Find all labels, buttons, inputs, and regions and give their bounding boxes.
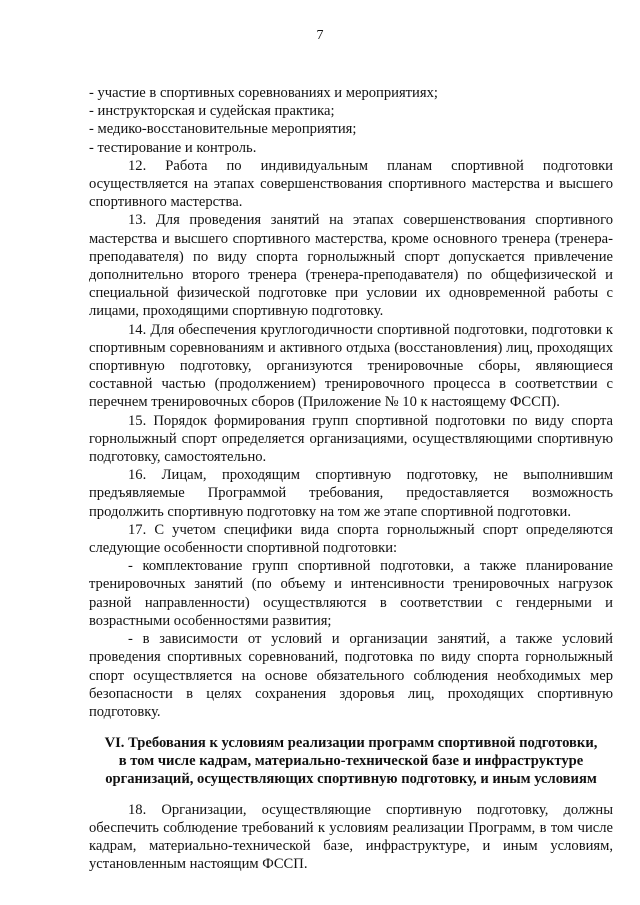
paragraph-16: 16. Лицам, проходящим спортивную подготовку, не выполнившим предъявляемые Программой требования, предоставляется возможность продолжить спортивную подготовку на том же этапе спортивной подготовки. [89, 467, 613, 520]
paragraph-17-item-b: - в зависимости от условий и организации занятий, а также условий проведения спортивных соревнований, подготовка по виду спорта горнолыжный спорт осуществляется на основе обязательного соблюдения необходимых мер безопасности в целях сохранения здоровья лиц, проходящих спортивную подготовку. [89, 631, 613, 720]
paragraph-14: 14. Для обеспечения круглогодичности спортивной подготовки, подготовки к спортивным соревнованиям и активного отдыха (восстановления) лиц, проходящих спортивную подготовку, организуются тренировочные сборы, являющиеся составной частью (продолжением) тренировочного процесса в соответствии с перечнем тренировочных сборов (Приложение № 10 к настоящему ФССП). [89, 321, 613, 411]
paragraph-13: 13. Для проведения занятий на этапах совершенствования спортивного мастерства и высшего спортивного мастерства, кроме основного тренера (тренера-преподавателя) по виду спорта горнолыжный спорт допускается привлечение дополнительно второго тренера (тренера-преподавателя) по общефизической и специальной физической подготовке при условии их одновременной работы с лицами, проходящими спортивную подготовку. [89, 212, 613, 320]
document-body [89, 84, 613, 873]
section-heading-line: VI. Требования к условиям реализации программ спортивной подготовки, [104, 735, 598, 752]
section-heading-line: организаций, осуществляющих спортивную подготовку, и иным условиям [105, 770, 597, 787]
list-item: - медико-восстановительные мероприятия; [89, 121, 357, 138]
paragraph-15: 15. Порядок формирования групп спортивной подготовки по виду спорта горнолыжный спорт определяется организациями, осуществляющими спортивную подготовку, самостоятельно. [89, 412, 613, 466]
list-item: - участие в спортивных соревнованиях и мероприятиях; [89, 85, 438, 101]
list-item: - инструкторская и судейская практика; [89, 103, 335, 120]
paragraph-17: 17. С учетом специфики вида спорта горнолыжный спорт определяются следующие особенности спортивной подготовки: [89, 521, 613, 557]
page-number: 7 [316, 28, 324, 43]
list-item: - тестирование и контроль. [89, 139, 257, 156]
paragraph-18: 18. Организации, осуществляющие спортивную подготовку, должны обеспечить соблюдение требований к условиям реализации Программ, в том числе кадрам, материально-технической базе, инфраструктуре, и иным условиям, установленным настоящим ФССП. [89, 801, 613, 873]
section-heading-line: в том числе кадрам, материально-технической базе и инфраструктуре [118, 752, 584, 769]
paragraph-17-item-a: - комплектование групп спортивной подготовки, а также планирование тренировочных занятий (по объему и интенсивности тренировочных нагрузок разной направленности) осуществляются в соответствии с гендерными и возрастными особенностями развития; [89, 558, 613, 629]
section-heading [89, 735, 613, 788]
paragraph-12: 12. Работа по индивидуальным планам спортивной подготовки осуществляется на этапах совершенствования спортивного мастерства и высшего спортивного мастерства. [89, 157, 613, 211]
